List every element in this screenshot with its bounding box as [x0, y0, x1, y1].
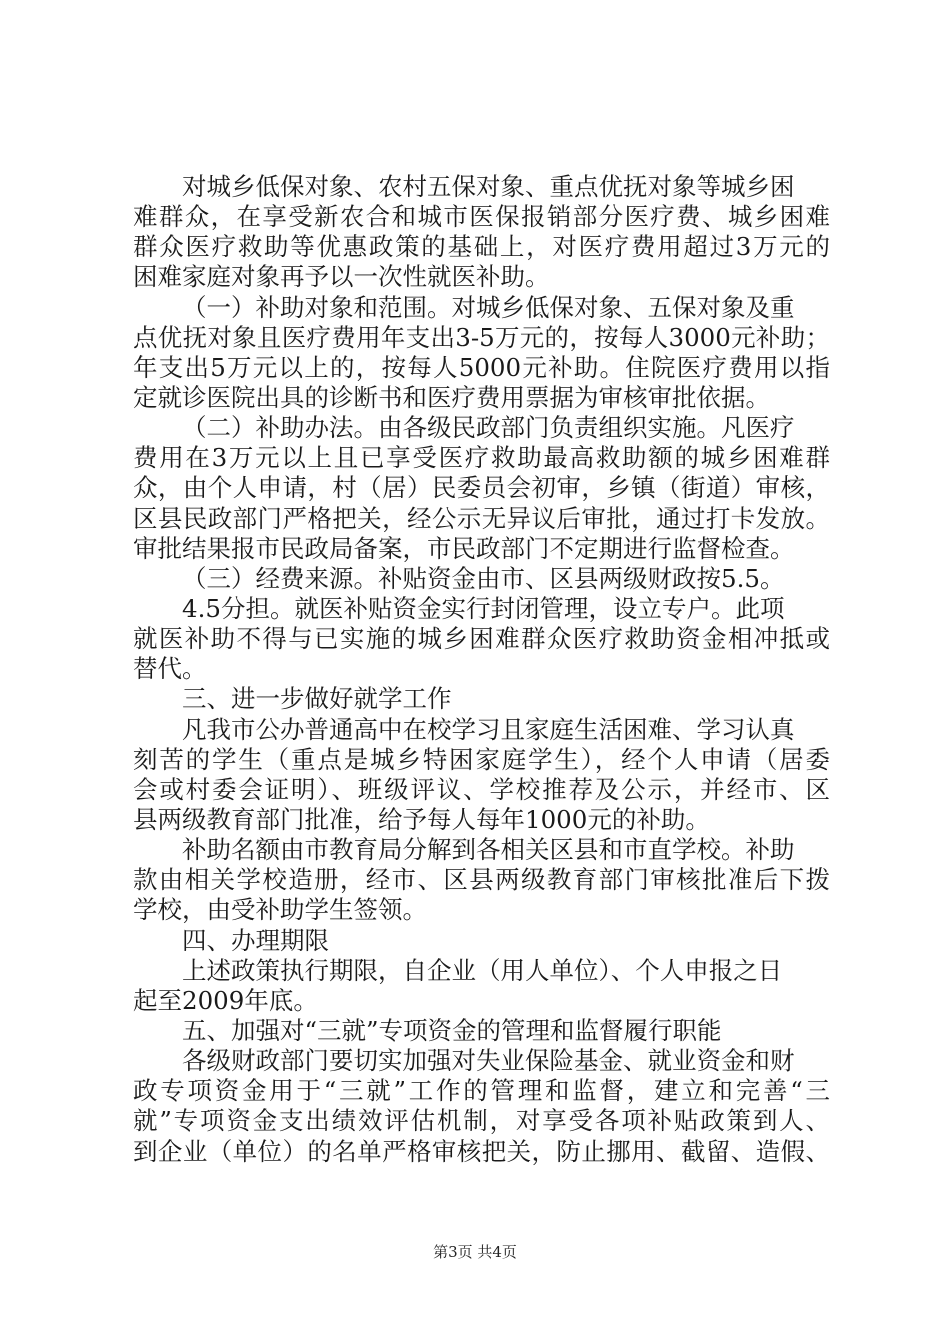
section-heading: 三、进一步做好就学工作: [182, 684, 452, 714]
text-line: 各级财政部门要切实加强对失业保险基金、就业资金和财: [182, 1046, 795, 1076]
text-line: 众，由个人申请，村（居）民委员会初审，乡镇（街道）审核，: [133, 473, 830, 503]
text-line: （二）补助办法。由各级民政部门负责组织实施。凡医疗: [182, 413, 795, 443]
text-line: 到企业（单位）的名单严格审核把关，防止挪用、截留、造假、: [133, 1136, 830, 1166]
text-line: 凡我市公办普通高中在校学习且家庭生活困难、学习认真: [182, 714, 795, 744]
text-line: （三）经费来源。补贴资金由市、区县两级财政按5.5。: [182, 563, 785, 593]
text-line: 就”专项资金支出绩效评估机制，对享受各项补贴政策到人、: [133, 1106, 830, 1136]
text-line: 款由相关学校造册，经市、区县两级教育部门审核批准后下拨: [133, 865, 830, 895]
text-line: 点优抚对象且医疗费用年支出3-5万元的，按每人3000元补助；: [133, 322, 830, 352]
text-line: （一）补助对象和范围。对城乡低保对象、五保对象及重: [182, 292, 795, 322]
text-line: 费用在3万元以上且已享受医疗救助最高救助额的城乡困难群: [133, 443, 830, 473]
text-line: 群众医疗救助等优惠政策的基础上，对医疗费用超过3万元的: [133, 232, 830, 262]
text-line: 对城乡低保对象、农村五保对象、重点优抚对象等城乡困: [182, 172, 795, 201]
text-line: 审批结果报市民政局备案，市民政部门不定期进行监督检查。: [133, 533, 795, 563]
text-line: 就医补助不得与已实施的城乡困难群众医疗救助资金相冲抵或: [133, 624, 830, 654]
text-line: 起至2009年底。: [133, 985, 318, 1015]
text-line: 区县民政部门严格把关，经公示无异议后审批，通过打卡发放。: [133, 503, 830, 533]
section-heading: 五、加强对“三就”专项资金的管理和监督履行职能: [182, 1015, 722, 1045]
text-line: 困难家庭对象再予以一次性就医补助。: [133, 262, 550, 292]
text-line: 难群众，在享受新农合和城市医保报销部分医疗费、城乡困难: [133, 202, 830, 232]
section-heading: 四、办理期限: [182, 925, 329, 955]
text-line: 定就诊医院出具的诊断书和医疗费用票据为审核审批依据。: [133, 382, 770, 412]
text-line: 年支出5万元以上的，按每人5000元补助。住院医疗费用以指: [133, 352, 830, 382]
page-number-footer: 第3页 共4页: [433, 1243, 517, 1261]
text-line: 县两级教育部门批准，给予每人每年1000元的补助。: [133, 804, 710, 834]
text-line: 刻苦的学生（重点是城乡特困家庭学生），经个人申请（居委: [133, 744, 830, 774]
text-line: 学校，由受补助学生签领。: [133, 895, 427, 925]
text-line: 会或村委会证明）、班级评议、学校推荐及公示，并经市、区: [133, 774, 830, 804]
text-line: 4.5分担。就医补贴资金实行封闭管理，设立专户。此项: [182, 593, 785, 623]
text-line: 政专项资金用于“三就”工作的管理和监督，建立和完善“三: [133, 1076, 830, 1106]
text-line: 补助名额由市教育局分解到各相关区县和市直学校。补助: [182, 835, 795, 865]
text-line: 上述政策执行期限，自企业（用人单位）、个人申报之日: [182, 955, 783, 985]
text-line: 替代。: [133, 654, 207, 684]
document-body: [133, 172, 830, 1167]
